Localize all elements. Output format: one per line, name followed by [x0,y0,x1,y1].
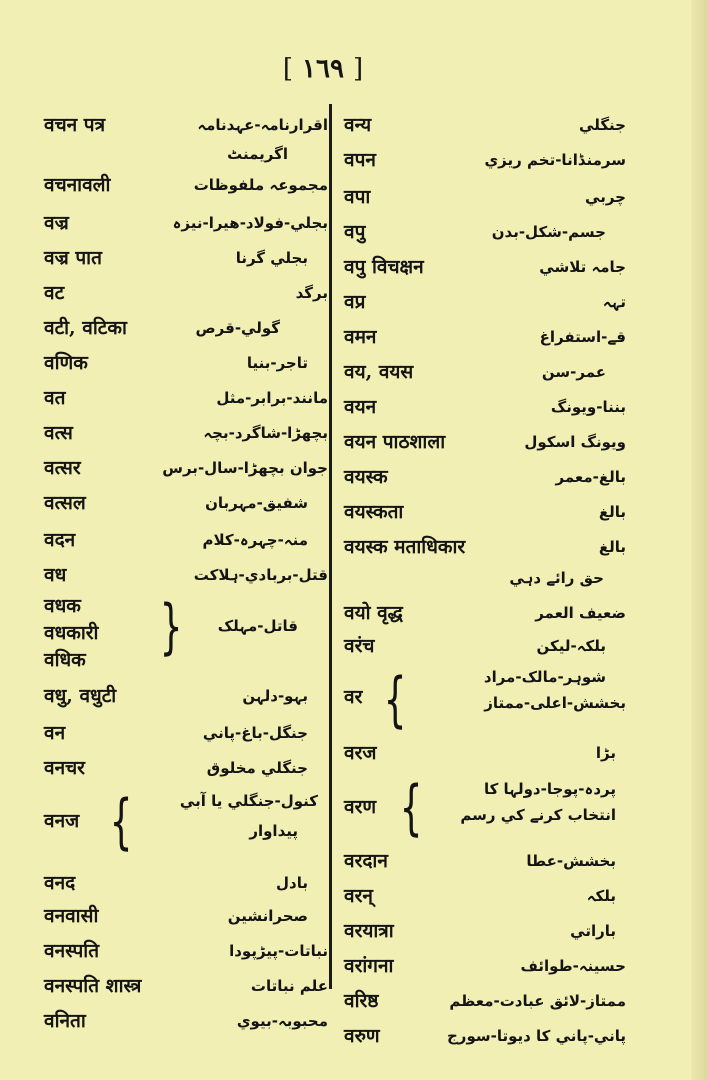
dictionary-entry [340,108,626,143]
curly-brace: { [383,665,407,735]
dictionary-entry [340,984,626,1019]
dictionary-entry [340,662,626,736]
dictionary-entry [40,381,328,416]
urdu-definition: ویونگ اسکول [524,433,626,451]
dictionary-entry [40,523,328,558]
dictionary-entry [40,486,328,523]
hindi-headword: वपन [344,149,376,171]
urdu-definition: بخشش-عطا [526,852,616,870]
hindi-headword: वणिक [44,352,88,374]
close-bracket: ] [353,54,364,84]
urdu-definition: نباتات-پیڑپودا [229,942,328,960]
urdu-definition-continued: پیداوار [249,822,298,840]
hindi-headword: वय, वयस [344,361,414,383]
hindi-headword: वरन् [344,885,373,907]
dictionary-entry [340,949,626,984]
hindi-headword: वनद [44,872,76,894]
column-divider [329,104,332,989]
hindi-headword-group [44,593,98,674]
page-edge [691,0,707,1080]
dictionary-entry [40,311,328,346]
urdu-definition: باراتي [570,922,616,940]
hindi-headword: वनस्पति [44,940,100,962]
urdu-definition: سرمنڈانا-تخم ریزي [484,151,626,169]
hindi-headword: वज्र पात [44,247,102,269]
hindi-headword: वपु [344,221,366,243]
urdu-definition: جوان بچھڑا-سال-برس [162,459,328,477]
urdu-definition: بالغ [598,538,626,556]
hindi-headword: वन [44,722,66,744]
urdu-definition: حسینہ-طوائف [520,957,626,975]
dictionary-entry [340,285,626,320]
hindi-headword: वपा [344,186,371,208]
hindi-headword: वन्य [344,114,372,136]
dictionary-entry [340,215,626,250]
dictionary-entry-group [40,593,328,679]
dictionary-entry [40,866,328,899]
urdu-definition: بجلي گرنا [235,249,308,267]
curly-brace: } [159,592,183,662]
hindi-headword: वचनावली [44,174,111,196]
hindi-headword: वरिष्ठ [344,990,379,1012]
hindi-headword: वप्र [344,291,366,313]
dictionary-entry [40,416,328,451]
urdu-definition-continued: انتخاب کرنے کي رسم [460,806,616,824]
dictionary-entry [40,346,328,381]
hindi-headword: वट [44,282,65,304]
hindi-headword: वरयात्रा [344,920,394,942]
urdu-definition: منہ-چہرہ-کلام [202,531,308,549]
urdu-definition: تہہ [602,293,626,311]
urdu-definition: جامہ تلاشي [539,258,626,276]
urdu-definition: شوہر-مالک-مراد [483,668,606,686]
urdu-definition: پاني-پاني کا دیوتا-سورج [447,1027,626,1045]
urdu-definition: صحرانشین [227,907,308,925]
dictionary-entry [40,451,328,486]
dictionary-entry [340,143,626,180]
hindi-headword: वपु विचक्षन [344,256,424,278]
hindi-headword: वधकारी [44,622,99,644]
dictionary-entry [40,751,328,786]
dictionary-entry [340,629,626,662]
urdu-definition: بجلي-فولاد-ھیرا-نیزہ [172,214,328,232]
hindi-headword: वरुण [344,1025,380,1047]
dictionary-entry [40,716,328,751]
hindi-headword: वयस्कता [344,501,404,523]
dictionary-entry [340,390,626,425]
dictionary-entry [340,1019,626,1054]
dictionary-entry [340,879,626,914]
dictionary-entry [40,108,328,168]
urdu-definition: بڑا [595,744,616,762]
dictionary-entry [40,276,328,311]
hindi-headword: वत [44,387,66,409]
hindi-headword: वयस्क मताधिकार [344,536,466,558]
curly-brace: { [399,773,423,843]
hindi-headword: वरदान [344,850,388,872]
hindi-headword: वरण [344,796,377,818]
urdu-definition: کنول-جنگلي یا آبي [179,792,318,810]
urdu-definition: بچھڑا-شاگرد-بچہ [203,424,328,442]
dictionary-entry [340,460,626,495]
hindi-headword: वधक [44,595,81,617]
dictionary-entry [40,899,328,934]
urdu-definition: ممتاز-لائق عبادت-معظم [449,992,626,1010]
urdu-definition: گولي-قرص [195,319,280,337]
urdu-definition: علم نباتات [250,977,328,995]
urdu-definition: تاجر-بنیا [246,354,308,372]
urdu-definition: مانند-برابر-مثل [216,389,328,407]
dictionary-entry [340,320,626,355]
dictionary-entry [340,844,626,879]
hindi-headword: वज्र [44,212,69,234]
hindi-headword: वत्सल [44,492,86,514]
urdu-definition: اقرارنامہ-عہدنامہ [197,116,328,134]
dictionary-entry [40,168,328,206]
urdu-definition: بہو-دلہن [242,687,308,705]
dictionary-entry [340,774,626,844]
urdu-definition: شفیق-مہربان [205,494,308,512]
hindi-headword: वध [44,564,67,586]
urdu-definition-continued: حق رائے دہي [509,569,604,587]
urdu-definition: عمر-سن [541,363,606,381]
dictionary-entry [40,241,328,276]
hindi-headword: वनिता [44,1010,86,1032]
hindi-headword: वर [344,686,363,708]
dictionary-entry [40,206,328,241]
hindi-headword: वरज [344,742,377,764]
urdu-definition: مجموعہ ملفوظات [193,176,328,194]
dictionary-entry [40,1004,328,1039]
page-number-text: ١٦٩ [302,54,344,84]
dictionary-entry [340,736,626,774]
urdu-definition: قے-استفراغ [539,328,626,346]
urdu-definition: برگد [295,284,328,302]
hindi-headword: वधिक [44,649,86,671]
dictionary-entry [40,786,328,866]
dictionary-entry [340,530,626,596]
dictionary-entry [340,355,626,390]
hindi-headword: वदन [44,529,76,551]
urdu-definition: پردہ-پوجا-دولہا کا [483,780,616,798]
hindi-headword: वयन [344,396,377,418]
hindi-headword: वयो वृद्ध [344,602,403,624]
dictionary-entry [340,425,626,460]
open-bracket: [ [282,54,293,84]
dictionary-entry [40,934,328,969]
urdu-definition: بلکہ [586,887,616,905]
urdu-definition: چربي [585,188,626,206]
hindi-headword: वमन [344,326,377,348]
page-number [272,50,374,88]
left-column [40,108,328,1039]
dictionary-entry [340,180,626,215]
urdu-definition: قتل-بربادي-ہلاکت [193,566,328,584]
dictionary-entry [340,596,626,629]
hindi-headword: वरंच [344,635,375,657]
hindi-headword: वत्सर [44,457,81,479]
urdu-definition: بادل [276,874,308,892]
urdu-definition: جسم-شکل-بدن [491,223,606,241]
dictionary-entry [340,914,626,949]
hindi-headword: वनवासी [44,905,99,927]
hindi-headword: वयस्क [344,466,388,488]
dictionary-entry [40,558,328,593]
hindi-headword: वचन पत्र [44,114,106,136]
curly-brace: { [109,787,133,857]
hindi-headword: वयन पाठशाला [344,431,446,453]
urdu-definition: بلکہ-لیکن [536,637,606,655]
urdu-definition-continued: اگریمنٹ [227,145,288,163]
hindi-headword: वटी, वटिका [44,317,127,339]
hindi-headword: वनस्पति शास्त्र [44,975,142,997]
urdu-definition: بالغ [598,503,626,521]
hindi-headword: वधु, वधुटी [44,685,117,707]
hindi-headword: वत्स [44,422,73,444]
urdu-definition-continued: بخشش-اعلی-ممتاز [484,694,626,712]
urdu-definition: جنگلي مخلوق [206,759,308,777]
urdu-definition: ضعیف العمر [535,604,626,622]
hindi-headword: वरांगना [344,955,394,977]
urdu-definition: جنگلي [579,116,626,134]
urdu-definition: بالغ-معمر [555,468,626,486]
dictionary-entry [40,969,328,1004]
urdu-definition: جنگل-باغ-پاني [202,724,308,742]
dictionary-entry [40,679,328,716]
urdu-definition: محبوبہ-بیوي [236,1012,328,1030]
hindi-headword: वनज [44,810,80,832]
urdu-definition: بننا-ویونگ [550,398,626,416]
dictionary-entry [340,495,626,530]
hindi-headword: वनचर [44,757,85,779]
urdu-definition: قاتل-مہلک [217,617,298,635]
dictionary-entry [340,250,626,285]
right-column [340,108,626,1054]
